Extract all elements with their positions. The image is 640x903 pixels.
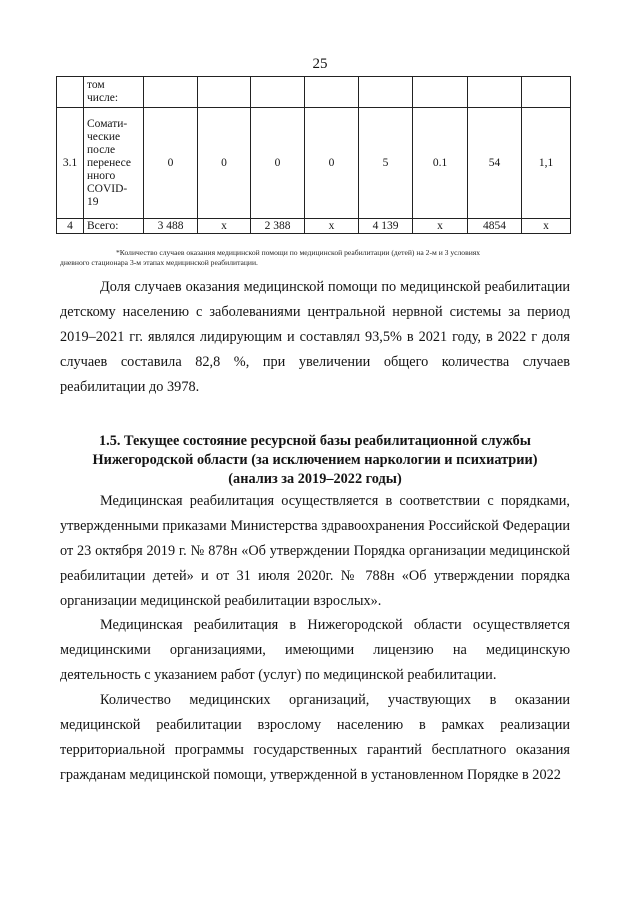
- heading-line-3: (анализ за 2019–2022 годы): [228, 471, 402, 487]
- table-cell: x: [198, 219, 251, 234]
- table-cell: x: [413, 219, 468, 234]
- table-cell: 0: [144, 108, 198, 219]
- row-label-line: Сомати-: [87, 117, 128, 130]
- table-cell: [144, 77, 198, 108]
- table-cell: x: [522, 219, 571, 234]
- row-label-line: 19: [87, 195, 99, 208]
- table-body: [57, 77, 571, 234]
- rehabilitation-table: [56, 76, 571, 234]
- row-label-line: перенесе: [87, 156, 132, 169]
- footnote-line-1: *Количество случаев оказания медицинской помощи по медицинской реабилитации (детей) на 2-м и 3 условиях: [116, 248, 481, 257]
- table-cell: 0: [305, 108, 359, 219]
- row-label-line: том: [87, 79, 105, 91]
- row-label-cell: [84, 108, 144, 219]
- table-cell: 54: [468, 108, 522, 219]
- table-cell: [413, 77, 468, 108]
- row-label-line: COVID-: [87, 182, 128, 195]
- row-number-cell: 4: [57, 219, 84, 234]
- table-cell: [522, 77, 571, 108]
- row-label-cell: [84, 219, 144, 234]
- table-cell: [251, 77, 305, 108]
- table-cell: [198, 77, 251, 108]
- section-heading: [60, 432, 570, 489]
- row-label-line: после: [87, 143, 116, 156]
- row-label-cell: [84, 77, 144, 108]
- table-cell: [305, 77, 359, 108]
- table-footnote: [60, 248, 572, 268]
- row-label-line: Всего:: [87, 220, 119, 232]
- table-row: [57, 77, 571, 108]
- table-cell: 3 488: [144, 219, 198, 234]
- row-number-cell: 3.1: [57, 108, 84, 219]
- table-row: [57, 219, 571, 234]
- paragraph-licensed-organizations: Медицинская реабилитация в Нижегородской области осуществляется медицинскими организациями, имеющими лицензию на медицинскую деятельность с указанием работ (услуг) по медицинской реабилитации.: [60, 617, 570, 683]
- table-cell: 4854: [468, 219, 522, 234]
- table-row: [57, 108, 571, 219]
- table-cell: [359, 77, 413, 108]
- heading-line-1: 1.5. Текущее состояние ресурсной базы реабилитационной службы: [99, 433, 531, 449]
- row-label-line: нного: [87, 169, 116, 182]
- paragraph-organizations-count: Количество медицинских организаций, участвующих в оказании медицинской реабилитации взрослому населению в рамках реализации территориальной программы государственных гарантий бесплатного оказания гражданам медицинской помощи, утвержденной в установленном Порядке в 2022: [60, 692, 570, 783]
- row-number-cell: [57, 77, 84, 108]
- row-label-line: ческие: [87, 130, 121, 143]
- table-cell: 1,1: [522, 108, 571, 219]
- paragraph-children-cns-share: Доля случаев оказания медицинской помощи по медицинской реабилитации детскому населению с заболеваниями центральной нервной системы за период 2019–2021 гг. являлся лидирующим и составлял 93,5% в 2021 году, в 2022 г доля случаев составила 82,8 %, при увеличении общего количества случаев реабилитации до 3978.: [60, 279, 570, 395]
- table-cell: x: [305, 219, 359, 234]
- table-cell: 0: [198, 108, 251, 219]
- row-label-line: числе:: [87, 92, 119, 104]
- table-cell: 4 139: [359, 219, 413, 234]
- table-cell: 0: [251, 108, 305, 219]
- table-cell: [468, 77, 522, 108]
- heading-line-2: Нижегородской области (за исключением наркологии и психиатрии): [92, 452, 538, 468]
- page-number: 25: [312, 56, 328, 72]
- table-cell: 0.1: [413, 108, 468, 219]
- table-cell: 2 388: [251, 219, 305, 234]
- table-cell: 5: [359, 108, 413, 219]
- paragraph-regulations: Медицинская реабилитация осуществляется в соответствии с порядками, утвержденными приказами Министерства здравоохранения Российской Федерации от 23 октября 2019 г. № 878н «Об утверждении Порядка организации медицинской реабилитации детей» и от 31 июля 2020г. № 788н «Об утверждении порядка организации медицинской реабилитации взрослых».: [60, 493, 570, 609]
- footnote-line-2: дневного стационара 3-м этапах медицинской реабилитации.: [60, 258, 258, 267]
